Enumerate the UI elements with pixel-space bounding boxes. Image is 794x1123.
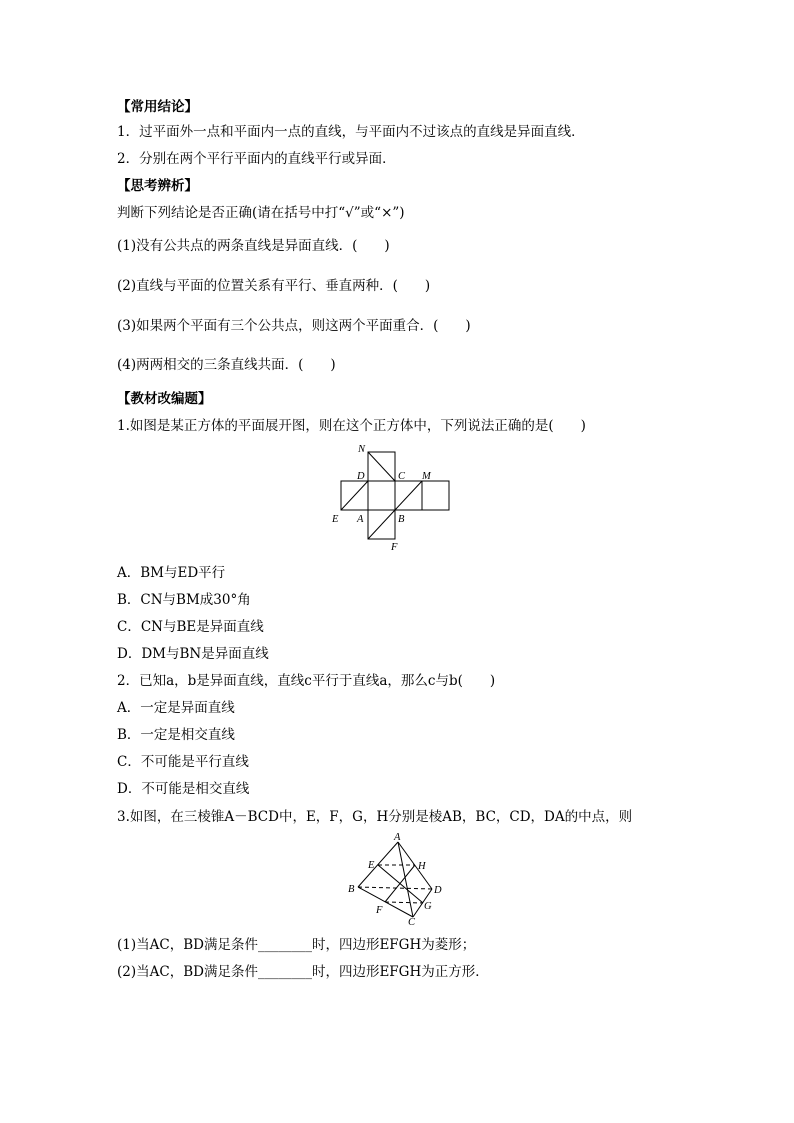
q2-option-b: B．一定是相交直线 <box>117 727 235 743</box>
thinking-instruction: 判断下列结论是否正确(请在括号中打“√”或“×”) <box>117 205 405 221</box>
tetrahedron-figure <box>343 830 448 925</box>
net-label-f: F <box>391 542 398 553</box>
q3-sub-1: (1)当AC，BD满足条件________时，四边形EFGH为菱形； <box>117 937 476 953</box>
q2-option-a: A．一定是异面直线 <box>117 700 235 716</box>
tetra-label-f: F <box>376 905 383 916</box>
heading-textbook: 【教材改编题】 <box>117 391 212 407</box>
conclusion-item-2: 2．分别在两个平行平面内的直线平行或异面． <box>117 151 396 167</box>
q1-option-b: B．CN与BM成30°角 <box>117 592 251 608</box>
q1-option-d: D．DM与BN是异面直线 <box>117 646 269 662</box>
q2-option-c: C．不可能是平行直线 <box>117 754 249 770</box>
net-label-c: C <box>398 471 406 482</box>
tetra-label-h: H <box>418 861 426 872</box>
tetra-label-c: C <box>408 917 416 925</box>
q2-option-d: D．不可能是相交直线 <box>117 781 250 797</box>
conclusion-item-1: 1．过平面外一点和平面内一点的直线，与平面内不过该点的直线是异面直线． <box>117 124 585 140</box>
tetra-label-e: E <box>368 860 375 871</box>
q2-stem: 2．已知a，b是异面直线，直线c平行于直线a，那么c与b( ) <box>117 673 496 689</box>
net-label-m: M <box>422 471 431 482</box>
tetra-label-g: G <box>424 901 432 912</box>
cube-net-figure <box>328 440 463 555</box>
thinking-item-2: (2)直线与平面的位置关系有平行、垂直两种．( ) <box>117 278 431 294</box>
net-label-n: N <box>358 444 366 455</box>
heading-common-conclusions: 【常用结论】 <box>117 99 198 115</box>
thinking-item-4: (4)两两相交的三条直线共面．( ) <box>117 357 336 373</box>
tetra-label-b: B <box>348 884 355 895</box>
net-label-e: E <box>332 514 339 525</box>
tetra-label-a: A <box>394 832 401 843</box>
thinking-item-3: (3)如果两个平面有三个公共点，则这两个平面重合．( ) <box>117 318 471 334</box>
q3-sub-2: (2)当AC，BD满足条件________时，四边形EFGH为正方形． <box>117 964 489 980</box>
q1-stem: 1.如图是某正方体的平面展开图，则在这个正方体中，下列说法正确的是( ) <box>117 418 586 434</box>
q1-option-c: C．CN与BE是异面直线 <box>117 619 264 635</box>
heading-thinking: 【思考辨析】 <box>117 178 198 194</box>
thinking-item-1: (1)没有公共点的两条直线是异面直线．( ) <box>117 238 390 254</box>
net-label-b: B <box>398 514 405 525</box>
net-label-d: D <box>357 471 365 482</box>
q3-stem: 3.如图，在三棱锥A－BCD中，E，F，G，H分别是棱AB，BC，CD，DA的中点，则 <box>117 809 633 825</box>
net-label-a: A <box>357 514 364 525</box>
q1-option-a: A．BM与ED平行 <box>117 565 226 581</box>
tetra-label-d: D <box>434 885 442 896</box>
